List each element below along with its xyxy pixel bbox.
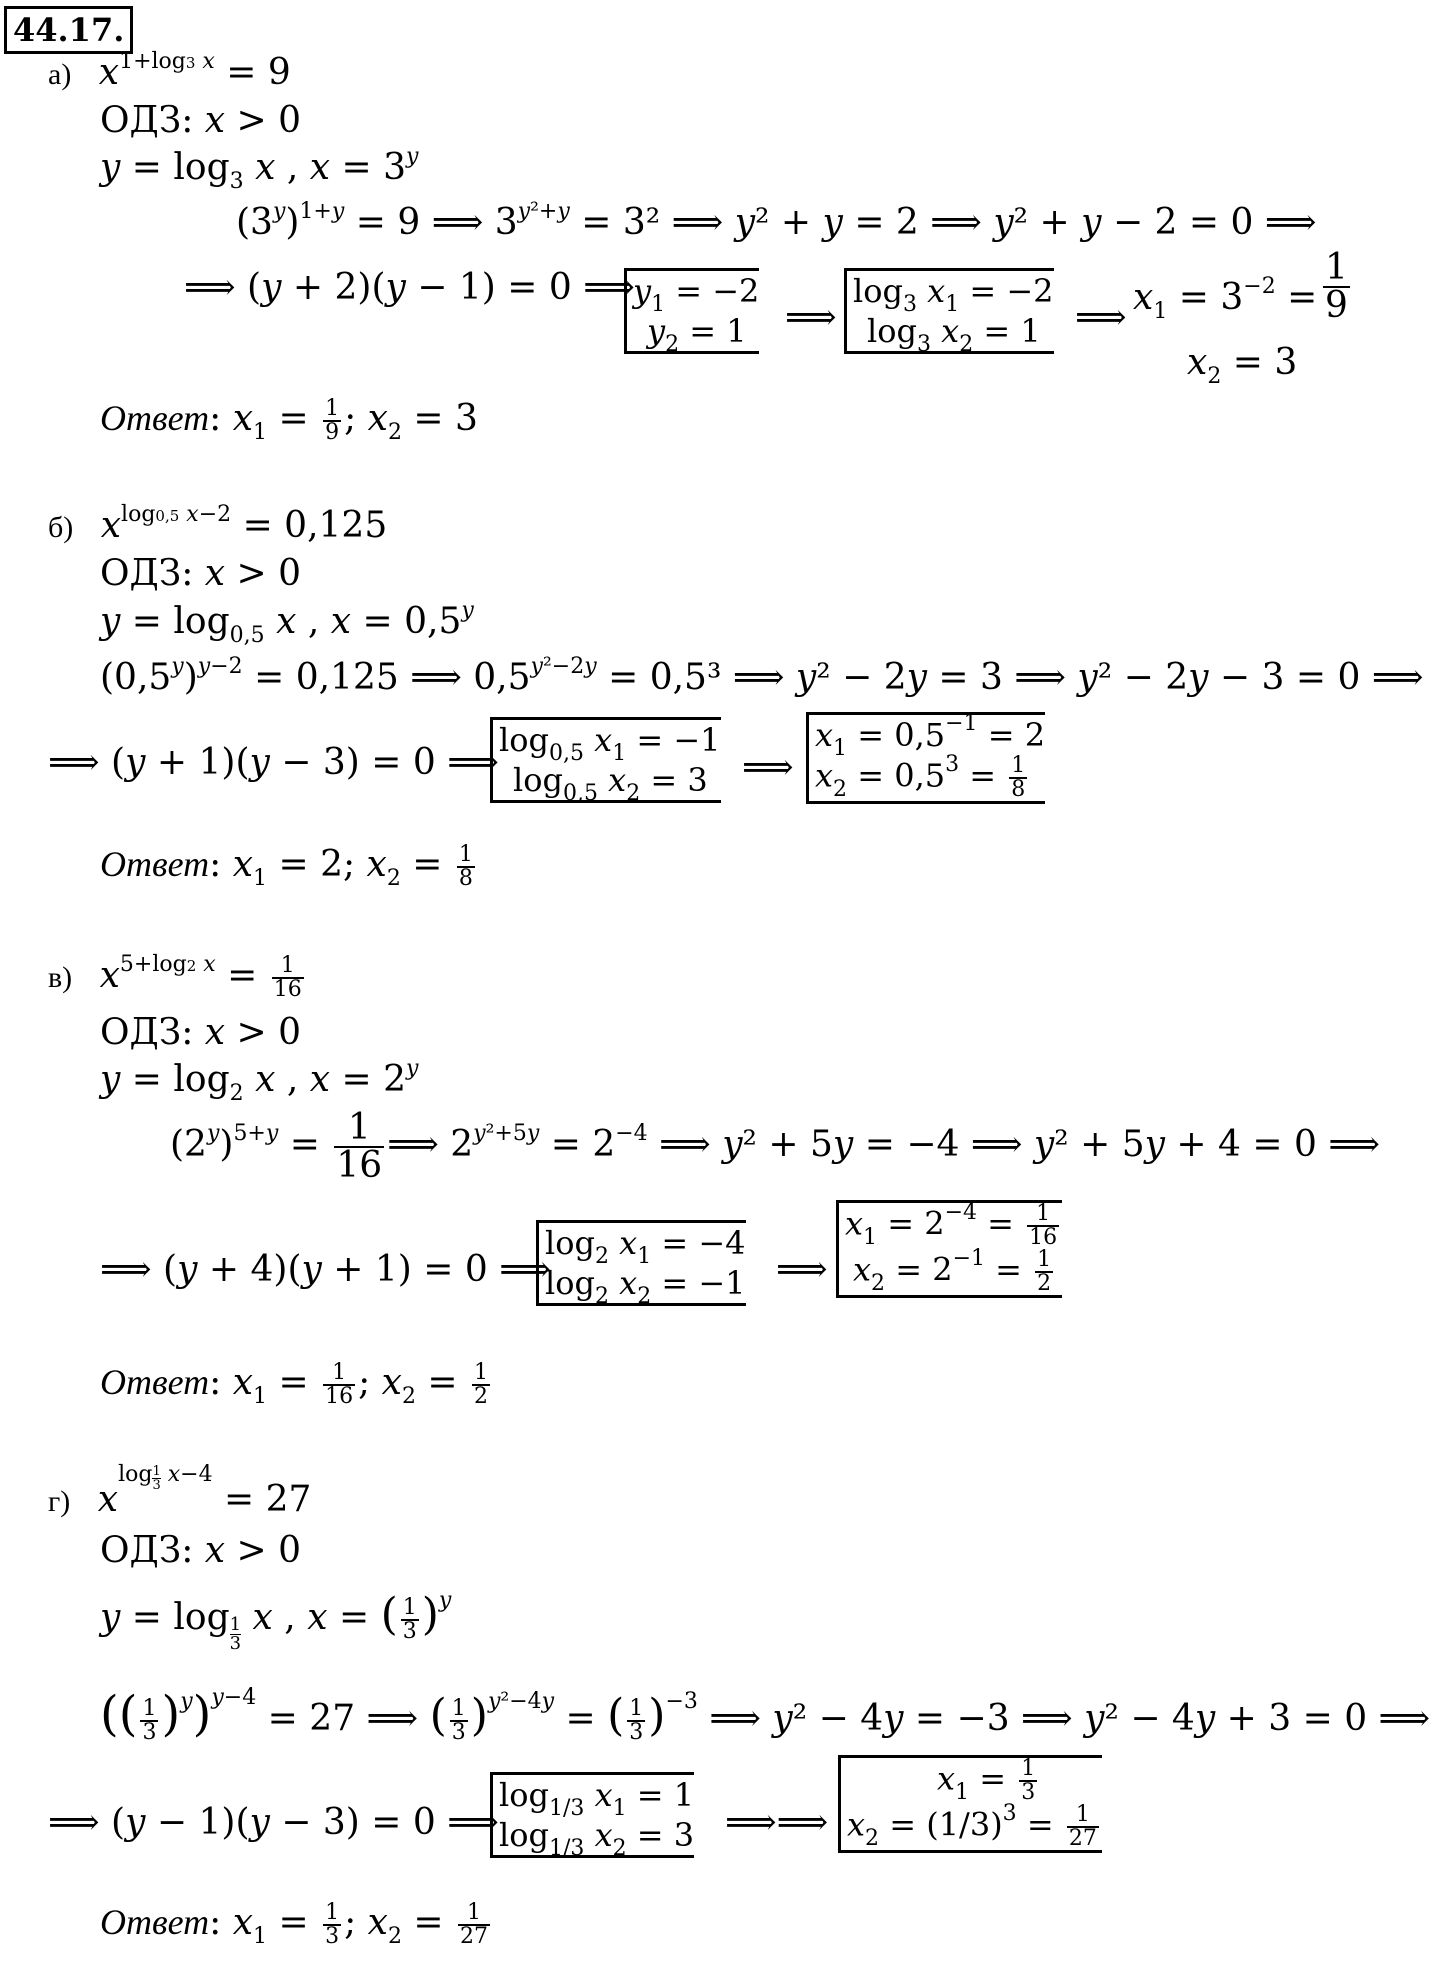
part-a-equation: а) $x^{1+log3 x} = 9$ xyxy=(48,49,291,93)
part-b-odz: ОДЗ: x > 0 xyxy=(100,553,302,594)
part-g-subst: y = log $\frac{1}{3}$ x , x = ( $\frac{1}{3}$ )$^y$ xyxy=(100,1588,452,1654)
part-g-system-log: $\log_{1/3} x_1 = 1$ $\log_{1/3} x_2 = 3$ xyxy=(484,1772,700,1858)
part-g-step1: (( $\frac{1}{3}$ )$^y$)$^{y-4}$ = 27 ⟹ ( $\frac{1}{3}$ )$^{y^2-4y}$ = ( $\frac{1}{3}$ )$^{-3}$ ⟹ y² − 4y = −3 ⟹ y² − 4y + 3 = 0 ⟹ xyxy=(100,1685,1430,1745)
part-a-subst: $y = \log_3 x$ , $x = 3^y$ xyxy=(100,144,419,194)
part-g-label: г) xyxy=(48,1485,71,1518)
part-b-system-x: $x_1 = 0,5^{-1} = 2$ $x_2 = 0,5^3$ = $\frac{1}{8}$ xyxy=(800,712,1051,804)
part-a-system-log: $\log_3 x_1 = -2$ $\log_3 x_2 = 1$ xyxy=(838,268,1060,354)
part-a-arrow2: ⟹ xyxy=(1075,297,1127,338)
part-v-step1: $(2^y)^{5+y}$ = $\frac{1}{16}$ ⟹ $2^{y^2+5y} = 2^{-4}$ ⟹ y² + 5y = −4 ⟹ y² + 5y + 4 = 0 ⟹ xyxy=(170,1107,1380,1186)
part-a-step1: $(3^y)^{1+y} = 9$ ⟹ $3^{y^2+y} = 3^2$ ⟹ y² + y = 2 ⟹ y² + y − 2 = 0 ⟹ xyxy=(236,199,1317,243)
part-v-system-log: $\log_2 x_1 = -4$ $\log_2 x_2 = -1$ xyxy=(530,1220,752,1306)
part-a-system-y xyxy=(618,268,765,357)
part-v-arrow: ⟹ xyxy=(776,1249,828,1290)
part-b-answer: Ответ: $x_1 = 2$; $x_2$ = $\frac{1}{8}$ xyxy=(100,842,473,891)
part-v-odz: ОДЗ: x > 0 xyxy=(100,1012,302,1053)
part-a-result2: $x_2 = 3$ xyxy=(1187,342,1298,389)
part-b-equation: б) $x^{log0,5 x-2} = 0,125$ xyxy=(48,502,388,546)
part-g-double-arrow: ⟹⟹ xyxy=(725,1802,829,1843)
part-g-system-x: $x_1$ = $\frac{1}{3}$ $x_2 = (1/3)^3$ = $\frac{1}{27}$ xyxy=(832,1755,1108,1853)
part-b-step2: ⟹ (y + 1)(y − 3) = 0 ⟹ xyxy=(48,742,499,783)
part-a-arrow: ⟹ xyxy=(785,297,837,338)
answer-word: Ответ xyxy=(100,844,210,884)
part-a-step2: ⟹ (y + 2)(y − 1) = 0 ⟹ xyxy=(184,267,635,308)
answer-word: Ответ xyxy=(100,1362,210,1402)
part-v-step2: ⟹ (y + 4)(y + 1) = 0 ⟹ xyxy=(100,1249,551,1290)
part-a-label: а) xyxy=(48,58,72,91)
part-a-y2: $y_2 = 1$ xyxy=(647,312,747,357)
part-a-answer: Ответ: $x_1$ = $\frac{1}{9}$ ; $x_2 = 3$ xyxy=(100,396,478,445)
part-g-equation: г) $x^{log \frac{1}{3} x-4} = 27$ xyxy=(48,1462,312,1520)
part-b-arrow: ⟹ xyxy=(742,747,794,788)
part-a-y1: $y_1 = -2$ xyxy=(633,272,760,317)
part-g-answer: Ответ: $x_1$ = $\frac{1}{3}$ ; $x_2$ = $\frac{1}{27}$ xyxy=(100,1900,489,1949)
part-v-answer: Ответ: $x_1$ = $\frac{1}{16}$ ; $x_2$ = $\frac{1}{2}$ xyxy=(100,1360,489,1409)
part-a-result1: $x_1 = 3^{-2}$ = xyxy=(1133,274,1318,324)
part-v-system-x: $x_1 = 2^{-4}$ = $\frac{1}{16}$ $x_2 = 2^{-1}$ = $\frac{1}{2}$ xyxy=(830,1200,1068,1298)
answer-word: Ответ xyxy=(100,1902,210,1942)
part-a-result1-frac: $\frac{1}{9}$ xyxy=(1325,247,1348,326)
part-b-step1: $(0,5^y)^{y-2} = 0,125$ ⟹ $0,5^{y^2-2y} = 0,5^3$ ⟹ y² − 2y = 3 ⟹ y² − 2y − 3 = 0 ⟹ xyxy=(100,654,1424,698)
part-v-subst: $y = \log_2 x$ , $x = 2^y$ xyxy=(100,1056,419,1106)
part-a-odz: ОДЗ: x > 0 xyxy=(100,100,302,141)
answer-word: Ответ xyxy=(100,398,210,438)
part-g-odz: ОДЗ: x > 0 xyxy=(100,1530,302,1571)
part-g-step2: ⟹ (y − 1)(y − 3) = 0 ⟹ xyxy=(48,1802,499,1843)
part-v-equation: в) $x^{5+log2 x}$ = $\frac{1}{16}$ xyxy=(48,952,302,1002)
part-b-label: б) xyxy=(48,511,74,544)
problem-number: 44.17. xyxy=(4,6,133,54)
part-v-label: в) xyxy=(48,961,73,994)
part-b-subst: $y = \log_{0,5} x$ , $x = 0,5^y$ xyxy=(100,598,474,648)
part-b-system-log: $\log_{0,5} x_1 = -1$ $\log_{0,5} x_2 = 3$ xyxy=(484,717,727,803)
